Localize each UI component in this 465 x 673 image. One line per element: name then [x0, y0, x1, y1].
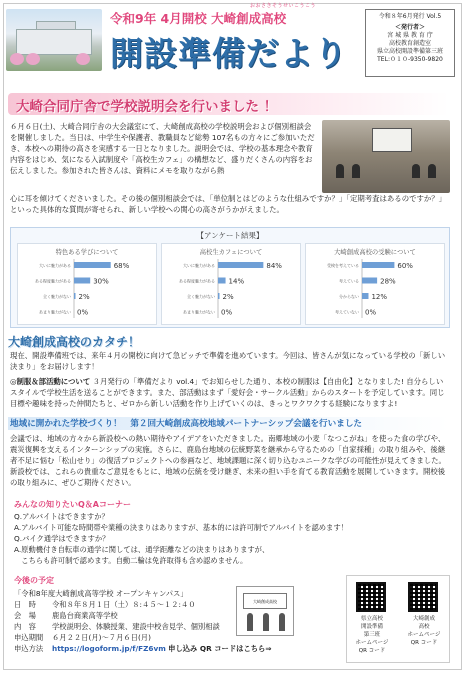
category-label: 分からない	[339, 294, 359, 299]
prep-team-qr-code[interactable]	[356, 582, 386, 612]
bar-chart	[162, 244, 302, 326]
survey-bar	[362, 278, 377, 284]
opening-announcement: 令和9年 4月開校 大崎創成高校	[110, 11, 287, 26]
building-shape	[16, 29, 92, 55]
qa-line: Q.バイク通学はできますか？	[14, 533, 110, 543]
value-label: 2%	[78, 293, 90, 301]
publisher-team: 県立高校開設準備第三班	[376, 48, 443, 56]
event-row-apply	[14, 643, 344, 654]
person-shape	[247, 613, 253, 631]
category-label: 全く魅力がない	[43, 294, 71, 299]
school-building-photo	[6, 9, 102, 71]
prep-team-qr-label	[349, 616, 395, 656]
cherry-tree-shape	[10, 53, 24, 65]
value-label: 60%	[397, 262, 413, 270]
chart-title: 大崎創成高校の受験について	[334, 249, 416, 256]
person-shape	[263, 613, 269, 631]
event-value: 令和８年８月１日（土）８:４５～１２:４０	[52, 600, 196, 610]
qa-line: A.原動機付き自転車の通学に関しては、通学距離などの決まりはありますが、	[14, 544, 270, 554]
survey-bar	[218, 293, 220, 299]
event-key: 申込期間	[14, 633, 44, 643]
qa-line: Q.アルバイトはできますか？	[14, 512, 109, 521]
audience-shape	[336, 164, 344, 178]
qr-label-line: ホームページ	[355, 639, 389, 646]
qa-line: A.アルバイト可能な時間帯や業種の決まりはありますが、基本的には許可制でアルバイトを認めます！	[14, 522, 348, 532]
person-shape	[279, 613, 285, 631]
event-key: 申込方法	[14, 644, 44, 654]
value-label: 0%	[77, 308, 89, 317]
projection-screen-shape	[372, 128, 412, 152]
category-label: あまり魅力がない	[39, 309, 71, 315]
event-row-date	[14, 599, 344, 610]
survey-title: 【アンケート結果】	[196, 231, 264, 240]
value-label: 12%	[371, 293, 388, 301]
event-heading: 今後の予定	[14, 576, 54, 585]
survey-bar	[74, 278, 90, 284]
value-label: 30%	[93, 277, 109, 286]
event-row-content	[14, 621, 344, 632]
qr-label-line: ホームページ	[407, 631, 441, 638]
qr-label-line: 大崎創成	[412, 616, 435, 622]
qr-label-line: QR コード	[410, 639, 438, 646]
survey-bar	[362, 262, 394, 268]
school-qr-label	[401, 616, 447, 648]
event-name: 「令和8年度大崎創成高等学校 オープンキャンパス」	[14, 589, 188, 598]
title-ruby: おおさきそうせいこうこう	[250, 3, 317, 9]
category-label: ある程度魅力がある	[179, 278, 215, 284]
issue-info-box	[365, 9, 455, 77]
school-qr-code[interactable]	[408, 582, 438, 612]
apply-note: 申し込み QR コードはこちら⇒	[168, 644, 272, 654]
qa-line: こちらも許可制で認めます。自動二輪は免許取得も含め認めません。	[14, 555, 248, 565]
audience-shape	[428, 164, 436, 178]
survey-results-box	[10, 227, 450, 328]
uniform-club-lead: ◎制服＆部活動について	[10, 377, 91, 386]
event-row-period	[14, 632, 344, 643]
section2-heading: 大崎創成高校のカタチ！	[8, 335, 141, 349]
survey-bar	[218, 262, 263, 268]
section2-para2	[10, 376, 450, 409]
publisher-tel: TEL:０１０-9350-9820	[377, 56, 443, 64]
survey-bar	[74, 293, 76, 299]
school-sign: 大崎創成高校	[243, 593, 287, 609]
section1-heading: 大崎合同庁舎で学校説明会を行いました ！	[8, 93, 449, 115]
bar-chart	[306, 244, 446, 326]
section3-heading: 地域に開かれた学校づくり！ 第２回大崎創成高校地域パートナーシップ会議を行いました	[8, 417, 449, 430]
category-label: 全く魅力がない	[187, 294, 215, 299]
qr-label-line: 高校	[418, 623, 430, 630]
audience-shape	[352, 164, 360, 178]
event-row-venue	[14, 610, 344, 621]
cherry-tree-shape	[76, 53, 90, 65]
publisher-org: 宮 城 県 教 育 庁	[387, 32, 433, 40]
survey-chart-2	[161, 243, 301, 325]
category-label: 大いに魅力がある	[183, 263, 215, 268]
category-label: ある程度魅力がある	[35, 278, 71, 284]
event-key: 会 場	[14, 611, 36, 621]
audience-shape	[412, 164, 420, 178]
survey-bar	[362, 293, 368, 299]
qr-label-line: 県立高校	[360, 616, 383, 622]
category-label: 大いに魅力がある	[39, 263, 71, 268]
event-value: 鹿島台商業高等学校	[52, 611, 118, 621]
publisher-heading: ＜発行者＞	[394, 24, 425, 32]
survey-chart-1	[17, 243, 157, 325]
value-label: 14%	[228, 277, 245, 286]
apply-url-link[interactable]: https://logoform.jp/f/FZ6vm	[52, 644, 166, 654]
qr-code-panel	[346, 575, 450, 663]
category-label: 考えていない	[335, 309, 359, 315]
value-label: 68%	[113, 262, 130, 270]
survey-bar	[218, 278, 226, 284]
bar-chart	[18, 244, 158, 326]
event-value: ６月２２日(月)～７月６日(月)	[52, 633, 151, 643]
event-details	[14, 588, 344, 654]
section3-para: 会議では、地域の方々から新設校への熱い期待やアイデアをいただきました。南郷地域の小麦「なつこがね」を使った食の学びや、震災復興を支えるインターンシップの実施。さらに、鹿島台地域の伝統野菜を継承から守るための「自家採種」の取り組みや、後継者不足に悩む「松山せり」の復活プロジェクトへの参画など、地域課題に深く切り込むユニークな学びの可能性が見えてきました。新設校では、これらの貴重なご意見をもとに、地域の伝統を受け継ぎ、未来の担い手を育てる教育活動を展開していきます。開校後の取り組みに、ぜひご期待ください。	[10, 434, 446, 488]
qr-label-line: 開設準備	[360, 623, 383, 630]
category-label: 受検を考えている	[327, 263, 359, 268]
event-key: 内 容	[14, 622, 36, 632]
publisher-office: 高校教育創造室	[388, 40, 431, 48]
value-label: 0%	[221, 308, 233, 317]
value-label: 2%	[222, 293, 234, 301]
section2-para1: 現在、開設準備班では、来年４月の開校に向けて急ピッチで準備を進めています。今回は、皆さんが気になっている学校の「新しい決まり」をお届けします！	[10, 351, 446, 372]
section1-para2: 心に耳を傾けてくださいました。その後の個別相談会では、「単位制とはどのような仕組みですか？」「定期考査はあるのですか？」といった具体的な質問が寄せられ、新しい学校への関心の高さがうかがえました。	[10, 194, 447, 215]
survey-chart-3	[305, 243, 445, 325]
open-campus-illustration	[236, 586, 294, 636]
value-label: 0%	[365, 308, 377, 317]
briefing-session-photo	[322, 120, 450, 193]
event-value: 学校説明会、体験授業、建設中校舎見学、個別相談	[52, 622, 220, 632]
category-label: 考えている	[339, 278, 359, 284]
issue-volume: 令和８年6月発行 Vol.5	[378, 13, 442, 20]
event-key: 日 時	[14, 600, 36, 610]
qa-list	[14, 512, 444, 567]
qa-heading: みんなの知りたいQ＆Aコーナー	[14, 500, 131, 509]
category-label: あまり魅力がない	[183, 309, 215, 315]
qr-label-line: 第三班	[363, 631, 381, 638]
value-label: 28%	[380, 277, 396, 286]
newsletter-title: 開設準備だより	[110, 34, 348, 73]
cherry-tree-shape	[26, 53, 40, 65]
chart-title: 特色ある学びについて	[55, 249, 119, 256]
value-label: 84%	[266, 262, 282, 270]
survey-bar	[74, 262, 111, 268]
uniform-club-text: ３月発行の「準備だより vol.4」でお知らせした通り、本校の制服は【自由化】となりました! 自分らしいスタイルで学校生活を送ることができます。また、部活動はまず「愛好会・サークル活動」からのスタートを予定しています。同じ目標や趣味を持った仲間たちと、ゼロから新しい活動を作り上げていくのは、きっとワクワクする経験になりますよ!	[10, 377, 445, 409]
chart-title: 高校生カフェについて	[199, 249, 263, 256]
section1-para1: ６月６日(土)、大崎合同庁舎の大会議室にて、大崎創成高校の学校説明会および個別相談会を開催しました。当日は、中学生や保護者、教職員など総勢 107名もの方々にご参加いただき、本校への期待の高さを実感する一日となりました。説明会では、学校の基本理念や教育内容をはじめ、気になる入試制度や「高校生カフェ」の構想など、盛りだくさんの内容をお伝えしました。参加された皆さんは、資料にメモを取りながら熱	[10, 122, 315, 176]
qr-label-line: QR コード	[358, 647, 386, 654]
